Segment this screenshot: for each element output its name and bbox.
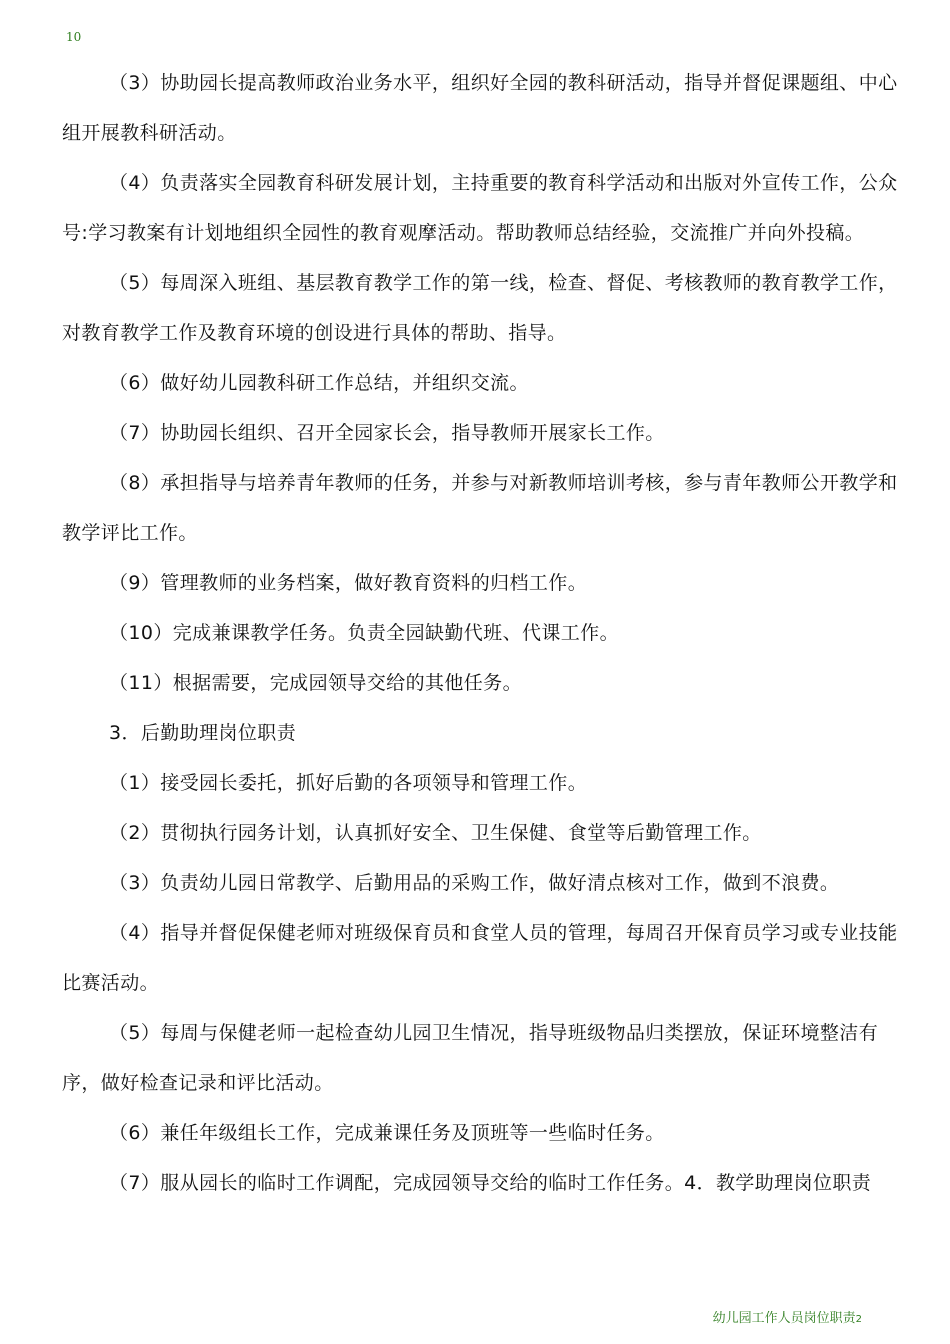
paragraph-3-1: （3）协助园长提高教师政治业务水平，组织好全园的教科研活动，指导并督促课题组、中心组开展教科研活动。 [62, 72, 898, 144]
paragraph-logistics-2: （2）贯彻执行园务计划，认真抓好安全、卫生保健、食堂等后勤管理工作。 [109, 822, 762, 844]
paragraph-3-9: （11）根据需要，完成园领导交给的其他任务。 [109, 672, 522, 694]
paragraph-3-7: （9）管理教师的业务档案，做好教育资料的归档工作。 [109, 572, 588, 594]
paragraph-logistics-5: （5）每周与保健老师一起检查幼儿园卫生情况，指导班级物品归类摆放，保证环境整洁有序，做好检查记录和评比活动。 [62, 1022, 879, 1094]
paragraph-3-4: （6）做好幼儿园教科研工作总结，并组织交流。 [109, 372, 529, 394]
paragraph-3-5: （7）协助园长组织、召开全园家长会，指导教师开展家长工作。 [109, 422, 665, 444]
page-footer [713, 1307, 862, 1326]
paragraph-logistics-6: （6）兼任年级组长工作，完成兼课任务及顶班等一些临时任务。 [109, 1122, 665, 1144]
footer-page-suffix: 2 [855, 1314, 862, 1325]
footer-title: 幼儿园工作人员岗位职责 [712, 1311, 856, 1326]
page-number: 10 [66, 30, 82, 44]
paragraph-logistics-7: （7）服从园长的临时工作调配，完成园领导交给的临时工作任务。4．教学助理岗位职责 [109, 1172, 872, 1194]
paragraph-logistics-3: （3）负责幼儿园日常教学、后勤用品的采购工作，做好清点核对工作，做到不浪费。 [109, 872, 840, 894]
paragraph-logistics-4: （4）指导并督促保健老师对班级保育员和食堂人员的管理，每周召开保育员学习或专业技能比赛活动。 [62, 922, 898, 994]
paragraph-logistics-1: （1）接受园长委托，抓好后勤的各项领导和管理工作。 [109, 772, 588, 794]
paragraph-3-6: （8）承担指导与培养青年教师的任务，并参与对新教师培训考核，参与青年教师公开教学和教学评比工作。 [62, 472, 898, 544]
paragraph-3-3: （5）每周深入班组、基层教育教学工作的第一线，检查、督促、考核教师的教育教学工作，对教育教学工作及教育环境的创设进行具体的帮助、指导。 [62, 272, 898, 344]
document-body [62, 58, 898, 1208]
paragraph-3-8: （10）完成兼课教学任务。负责全园缺勤代班、代课工作。 [109, 622, 619, 644]
section-heading-logistics: 3．后勤助理岗位职责 [109, 722, 297, 744]
paragraph-3-2: （4）负责落实全园教育科研发展计划，主持重要的教育科学活动和出版对外宣传工作，公众号:学习教案有计划地组织全园性的教育观摩活动。帮助教师总结经验，交流推广并向外投稿。 [62, 172, 898, 244]
